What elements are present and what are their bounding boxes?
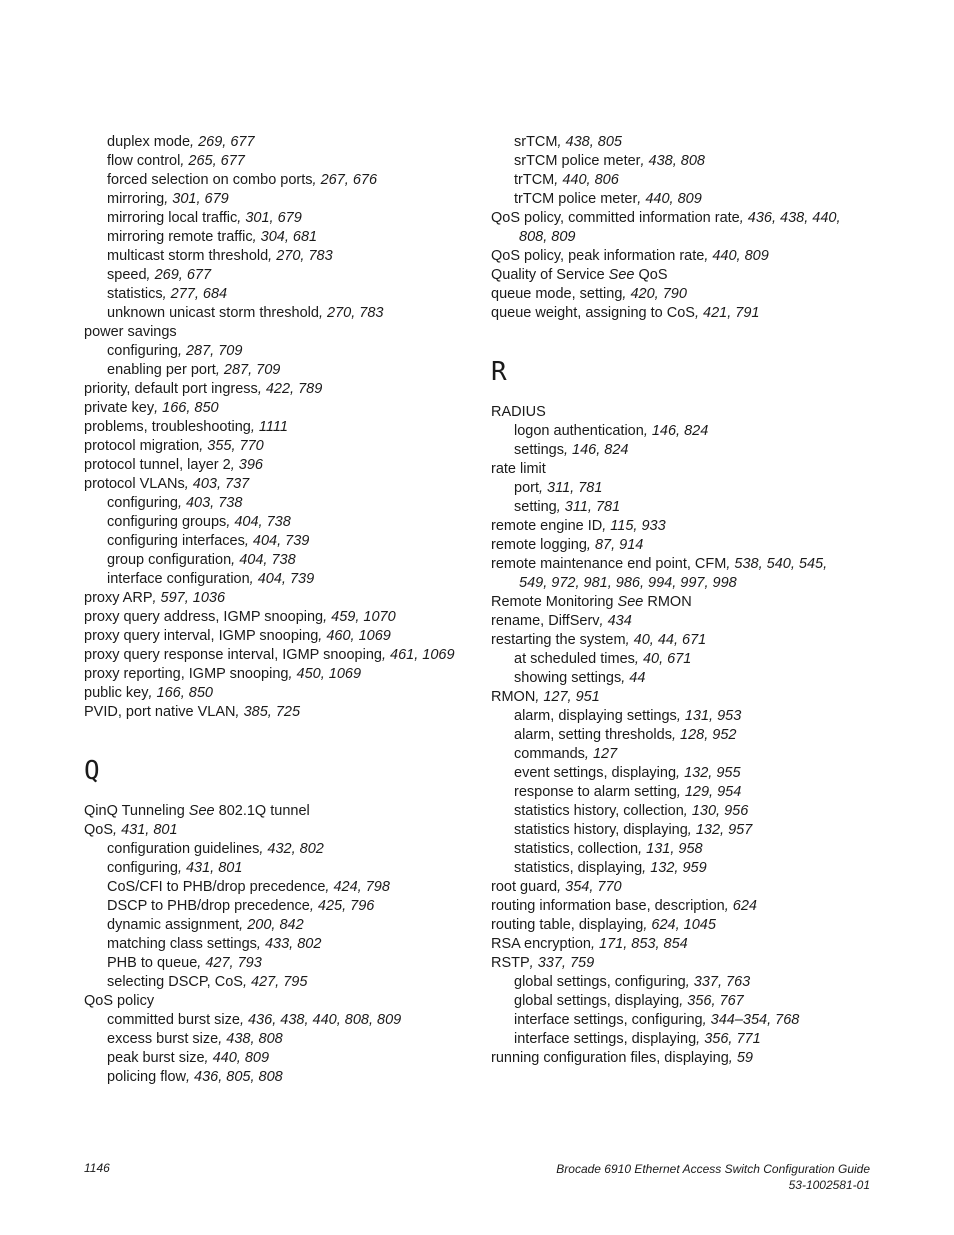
index-entry: [84, 323, 474, 342]
index-term: PHB to queue: [107, 955, 198, 971]
page-references: , 166, 850: [154, 400, 219, 416]
index-entry: [491, 460, 891, 479]
page-references: , 420, 790: [622, 286, 687, 302]
index-term: queue mode, setting: [491, 286, 623, 302]
page-references: , 597, 1036: [152, 590, 226, 606]
index-term: port: [514, 480, 539, 496]
index-term: statistics, displaying: [514, 860, 643, 876]
page-references: , 356, 767: [679, 993, 744, 1009]
index-entry: [84, 627, 474, 646]
page-references: , 461, 1069: [381, 647, 455, 663]
index-term: speed: [107, 267, 147, 283]
index-column-right: [491, 133, 891, 1068]
index-term: QoS policy: [84, 993, 155, 1009]
page-references: , 287, 709: [215, 362, 281, 378]
page-references: , 403, 738: [177, 495, 243, 511]
index-term: commands: [514, 746, 585, 762]
index-entry: [84, 703, 474, 722]
page-references: , 301, 679: [164, 191, 229, 207]
index-entry: [491, 935, 891, 954]
page-references: , 337, 763: [685, 974, 751, 990]
index-entry: [107, 840, 474, 859]
index-term: response to alarm setting: [514, 784, 677, 800]
page-references: , 131, 953: [676, 708, 742, 724]
page-references: , 436, 438, 440,: [739, 210, 841, 226]
index-entry: [107, 897, 474, 916]
index-entry: [84, 589, 474, 608]
index-term: protocol tunnel, layer 2: [84, 457, 231, 473]
page-references: , 460, 1069: [318, 628, 391, 644]
index-term: proxy query interval, IGMP snooping: [84, 628, 319, 644]
index-entry: [491, 612, 891, 631]
page-references: , 130, 956: [683, 803, 749, 819]
page-references: , 87, 914: [586, 537, 644, 553]
index-term: interface configuration: [107, 571, 250, 587]
index-term: global settings, configuring: [514, 974, 686, 990]
index-entry: [514, 840, 891, 859]
page-references: , 59: [728, 1050, 753, 1066]
index-term: statistics history, collection: [514, 803, 684, 819]
index-entry: [107, 513, 474, 532]
page-references: , 354, 770: [557, 879, 622, 895]
index-entry: [107, 494, 474, 513]
index-term: matching class settings: [107, 936, 257, 952]
page-references: , 438, 808: [640, 153, 705, 169]
index-term: multicast storm threshold: [107, 248, 269, 264]
index-entry: [491, 517, 891, 536]
index-list-r: [491, 403, 891, 1068]
index-term: public key: [84, 685, 149, 701]
index-entry: [84, 399, 474, 418]
page-references: , 277, 684: [162, 286, 228, 302]
index-term: QoS policy, peak information rate: [491, 248, 705, 264]
page-references: , 311, 781: [539, 480, 603, 496]
see-reference-target: 802.1Q tunnel: [214, 803, 310, 819]
page-references: , 425, 796: [309, 898, 375, 914]
index-term: srTCM police meter: [514, 153, 641, 169]
index-entry: [84, 821, 474, 840]
index-entry: [107, 285, 474, 304]
index-term: RSA encryption: [491, 936, 591, 952]
index-entry: [107, 916, 474, 935]
index-entry: [514, 1011, 891, 1030]
page-references: , 403, 737: [184, 476, 250, 492]
page-references: , 624, 1045: [643, 917, 716, 933]
page-references: , 265, 677: [180, 153, 245, 169]
page-references: , 128, 952: [671, 727, 737, 743]
see-reference-label: See: [188, 803, 215, 819]
index-entry: [514, 1030, 891, 1049]
page-references: , 311, 781: [556, 499, 621, 515]
index-term: Remote Monitoring: [491, 594, 618, 610]
index-term: duplex mode: [107, 134, 191, 150]
page-references: , 301, 679: [237, 210, 302, 226]
page-references: , 404, 738: [231, 552, 296, 568]
index-term: configuring: [107, 495, 178, 511]
index-term: power savings: [84, 324, 177, 340]
page-references: 808, 809: [519, 229, 576, 245]
index-term: rename, DiffServ: [491, 613, 600, 629]
index-term: priority, default port ingress: [84, 381, 258, 397]
index-term: srTCM: [514, 134, 558, 150]
page-references: , 40, 44, 671: [625, 632, 707, 648]
page-references: , 421, 791: [694, 305, 760, 321]
index-entry: [491, 916, 891, 935]
index-term: event settings, displaying: [514, 765, 677, 781]
see-reference-target: QoS: [634, 267, 668, 283]
page-references: , 404, 739: [244, 533, 310, 549]
index-entry: [84, 608, 474, 627]
index-term: RMON: [491, 689, 536, 705]
index-entry: [491, 631, 891, 650]
index-term: configuring: [107, 343, 178, 359]
index-term: protocol VLANs: [84, 476, 185, 492]
page-references: , 450, 1069: [288, 666, 362, 682]
index-entry: [514, 171, 891, 190]
index-term: alarm, setting thresholds: [514, 727, 672, 743]
page-references: , 422, 789: [257, 381, 323, 397]
page-references: , 438, 808: [218, 1031, 283, 1047]
index-term: proxy reporting, IGMP snooping: [84, 666, 289, 682]
index-term: configuring groups: [107, 514, 227, 530]
index-entry: [514, 726, 891, 745]
index-entry: [107, 247, 474, 266]
index-term: unknown unicast storm threshold: [107, 305, 319, 321]
index-term: trTCM: [514, 172, 555, 188]
index-entry: [514, 152, 891, 171]
page-references: , 166, 850: [148, 685, 213, 701]
index-entry: [107, 551, 474, 570]
index-term: excess burst size: [107, 1031, 219, 1047]
index-term: proxy query response interval, IGMP snooping: [84, 647, 382, 663]
page-references: , 396: [230, 457, 263, 473]
index-term: protocol migration: [84, 438, 200, 454]
index-entry: [84, 475, 474, 494]
page-references: , 127: [584, 746, 618, 762]
page-references: , 146, 824: [563, 442, 629, 458]
index-entry: [107, 133, 474, 152]
index-term: forced selection on combo ports: [107, 172, 313, 188]
index-entry: [491, 209, 891, 228]
index-entry: [519, 574, 891, 593]
page-references: , 269, 677: [146, 267, 212, 283]
index-entry: [514, 745, 891, 764]
section-letter-r: R: [491, 357, 507, 387]
index-term: RADIUS: [491, 404, 546, 420]
index-entry: [84, 646, 474, 665]
index-term: peak burst size: [107, 1050, 205, 1066]
page-references: , 427, 795: [242, 974, 308, 990]
index-term: enabling per port: [107, 362, 216, 378]
index-column-left: [84, 133, 474, 1087]
index-entry: [84, 802, 474, 821]
index-list-p: [84, 133, 474, 722]
page-references: , 287, 709: [177, 343, 243, 359]
page-references: , 270, 783: [318, 305, 384, 321]
page-references: , 115, 933: [602, 518, 666, 534]
page-references: , 438, 805: [557, 134, 622, 150]
page-references: , 127, 951: [535, 689, 600, 705]
page-references: , 436, 805, 808: [186, 1069, 283, 1085]
page-references: , 269, 677: [190, 134, 255, 150]
page-references: , 131, 958: [638, 841, 703, 857]
index-term: statistics, collection: [514, 841, 639, 857]
index-entry: [514, 650, 891, 669]
page-references: , 459, 1070: [323, 609, 396, 625]
index-term: private key: [84, 400, 155, 416]
index-entry: [491, 266, 891, 285]
index-term: statistics: [107, 286, 163, 302]
index-entry: [107, 171, 474, 190]
index-entry: [514, 498, 891, 517]
index-entry: [491, 1049, 891, 1068]
page-references: , 431, 801: [177, 860, 243, 876]
index-term: interface settings, configuring: [514, 1012, 703, 1028]
page-references: , 440, 809: [637, 191, 702, 207]
index-term: QoS: [84, 822, 114, 838]
index-list-q-continued: [491, 133, 891, 323]
index-term: setting: [514, 499, 557, 515]
page-references: , 427, 793: [197, 955, 262, 971]
index-entry: [519, 228, 891, 247]
index-term: Quality of Service: [491, 267, 609, 283]
index-entry: [84, 437, 474, 456]
index-entry: [491, 304, 891, 323]
index-entry: [107, 954, 474, 973]
index-entry: [514, 422, 891, 441]
index-entry: [84, 665, 474, 684]
page-references: , 337, 759: [529, 955, 595, 971]
index-term: mirroring remote traffic: [107, 229, 253, 245]
page-references: , 171, 853, 854: [590, 936, 688, 952]
index-entry: [107, 1049, 474, 1068]
index-term: remote logging: [491, 537, 587, 553]
index-entry: [514, 190, 891, 209]
page-references: , 146, 824: [643, 423, 709, 439]
index-entry: [107, 570, 474, 589]
index-entry: [514, 707, 891, 726]
index-entry: [514, 783, 891, 802]
page-references: , 440, 809: [204, 1050, 270, 1066]
index-entry: [107, 342, 474, 361]
index-entry: [107, 266, 474, 285]
index-term: mirroring local traffic: [107, 210, 238, 226]
index-term: committed burst size: [107, 1012, 240, 1028]
index-entry: [514, 859, 891, 878]
page-references: , 538, 540, 545,: [726, 556, 828, 572]
index-term: routing table, displaying: [491, 917, 644, 933]
index-term: showing settings: [514, 670, 622, 686]
index-term: configuration guidelines: [107, 841, 260, 857]
page-references: , 40, 671: [634, 651, 692, 667]
index-entry: [107, 1011, 474, 1030]
index-term: settings: [514, 442, 564, 458]
page-references: , 404, 738: [226, 514, 291, 530]
page-references: , 200, 842: [239, 917, 304, 933]
index-term: selecting DSCP, CoS: [107, 974, 243, 990]
index-entry: [491, 593, 891, 612]
index-entry: [107, 304, 474, 323]
index-entry: [84, 456, 474, 475]
see-reference-label: See: [617, 594, 644, 610]
index-term: running configuration files, displaying: [491, 1050, 729, 1066]
index-term: RSTP: [491, 955, 530, 971]
page-references: , 355, 770: [199, 438, 264, 454]
index-entry: [107, 190, 474, 209]
index-term: global settings, displaying: [514, 993, 680, 1009]
index-entry: [491, 247, 891, 266]
index-term: remote engine ID: [491, 518, 603, 534]
page-references: , 344–354, 768: [702, 1012, 800, 1028]
index-entry: [84, 684, 474, 703]
index-entry: [514, 973, 891, 992]
page-references: , 404, 739: [249, 571, 315, 587]
index-entry: [491, 878, 891, 897]
page-references: , 267, 676: [312, 172, 378, 188]
index-list-q: [84, 802, 474, 1087]
doc-number: 53-1002581-01: [788, 1178, 870, 1192]
page-number: 1146: [84, 1161, 110, 1175]
index-term: group configuration: [107, 552, 232, 568]
section-letter-q: Q: [84, 756, 100, 786]
index-entry: [84, 992, 474, 1011]
footer-doc-info: [556, 1161, 870, 1193]
index-term: rate limit: [491, 461, 546, 477]
index-entry: [107, 1030, 474, 1049]
index-term: dynamic assignment: [107, 917, 240, 933]
index-entry: [107, 935, 474, 954]
index-entry: [491, 536, 891, 555]
index-entry: [107, 152, 474, 171]
index-entry: [514, 441, 891, 460]
index-entry: [107, 532, 474, 551]
index-term: at scheduled times: [514, 651, 635, 667]
page-references: , 431, 801: [113, 822, 178, 838]
index-entry: [514, 133, 891, 152]
index-entry: [491, 954, 891, 973]
index-term: restarting the system: [491, 632, 626, 648]
index-entry: [491, 285, 891, 304]
index-entry: [514, 821, 891, 840]
index-term: flow control: [107, 153, 181, 169]
index-term: remote maintenance end point, CFM: [491, 556, 727, 572]
page-references: , 44: [621, 670, 646, 686]
index-term: logon authentication: [514, 423, 644, 439]
index-term: statistics history, displaying: [514, 822, 688, 838]
page-references: , 270, 783: [268, 248, 333, 264]
page-references: , 129, 954: [676, 784, 742, 800]
page-references: , 624: [724, 898, 757, 914]
index-term: QinQ Tunneling: [84, 803, 189, 819]
index-entry: [84, 380, 474, 399]
page-references: , 440, 809: [704, 248, 769, 264]
index-entry: [107, 1068, 474, 1087]
index-term: configuring interfaces: [107, 533, 245, 549]
index-entry: [491, 403, 891, 422]
index-term: trTCM police meter: [514, 191, 638, 207]
page-references: , 132, 959: [642, 860, 707, 876]
index-entry: [514, 479, 891, 498]
guide-title: Brocade 6910 Ethernet Access Switch Configuration Guide: [556, 1162, 870, 1176]
page-references: , 385, 725: [235, 704, 301, 720]
index-term: configuring: [107, 860, 178, 876]
index-term: interface settings, displaying: [514, 1031, 697, 1047]
index-entry: [107, 361, 474, 380]
index-term: CoS/CFI to PHB/drop precedence: [107, 879, 326, 895]
index-entry: [514, 802, 891, 821]
index-entry: [107, 859, 474, 878]
see-reference-label: See: [608, 267, 635, 283]
page-references: , 436, 438, 440, 808, 809: [239, 1012, 402, 1028]
page-references: , 424, 798: [325, 879, 390, 895]
page-references: , 434: [599, 613, 632, 629]
index-entry: [84, 418, 474, 437]
page-references: , 132, 957: [687, 822, 753, 838]
index-entry: [107, 209, 474, 228]
index-term: QoS policy, committed information rate: [491, 210, 740, 226]
index-entry: [107, 878, 474, 897]
page-references: , 132, 955: [676, 765, 741, 781]
page-references: , 356, 771: [696, 1031, 761, 1047]
page-references: , 1111: [250, 419, 288, 435]
index-entry: [514, 764, 891, 783]
index-term: proxy query address, IGMP snooping: [84, 609, 324, 625]
page-references: , 304, 681: [252, 229, 318, 245]
index-term: queue weight, assigning to CoS: [491, 305, 695, 321]
index-entry: [107, 228, 474, 247]
index-term: alarm, displaying settings: [514, 708, 677, 724]
index-term: root guard: [491, 879, 558, 895]
index-entry: [514, 992, 891, 1011]
index-entry: [514, 669, 891, 688]
index-term: mirroring: [107, 191, 165, 207]
index-term: PVID, port native VLAN: [84, 704, 236, 720]
index-term: policing flow: [107, 1069, 186, 1085]
page-references: , 433, 802: [256, 936, 322, 952]
index-term: problems, troubleshooting: [84, 419, 251, 435]
index-entry: [491, 897, 891, 916]
index-entry: [107, 973, 474, 992]
index-term: proxy ARP: [84, 590, 153, 606]
page-references: , 440, 806: [554, 172, 619, 188]
index-entry: [491, 555, 891, 574]
index-term: DSCP to PHB/drop precedence: [107, 898, 310, 914]
index-entry: [491, 688, 891, 707]
page-references: , 432, 802: [259, 841, 324, 857]
see-reference-target: RMON: [643, 594, 692, 610]
index-term: routing information base, description: [491, 898, 725, 914]
page-references: 549, 972, 981, 986, 994, 997, 998: [519, 575, 737, 591]
